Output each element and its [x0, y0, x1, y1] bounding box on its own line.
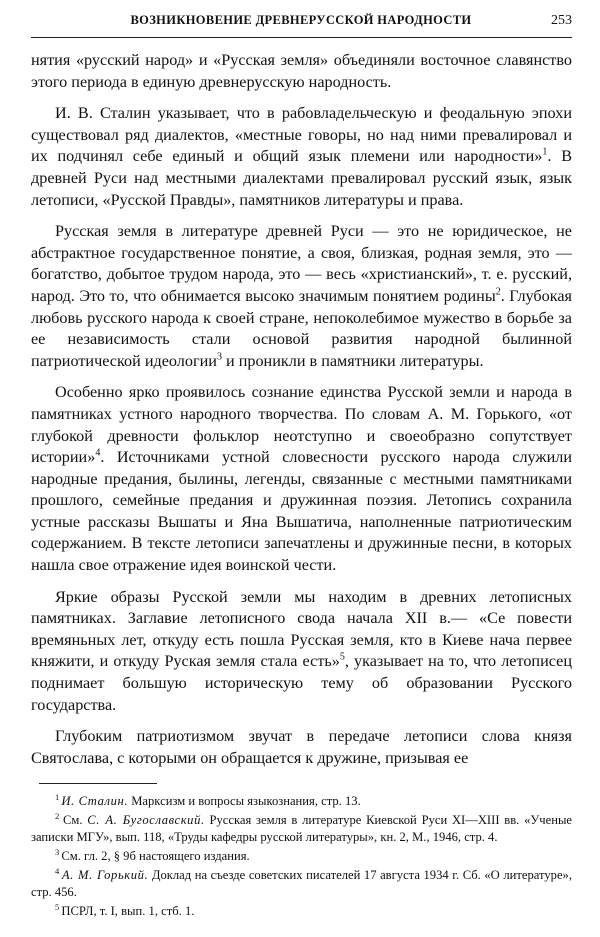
footnote-number: 4: [55, 866, 62, 877]
footnote-author: А. М. Горький.: [61, 868, 149, 883]
footnotes: [31, 793, 572, 920]
header-rule: [31, 37, 572, 38]
footnote-author: И. Сталин.: [61, 794, 129, 809]
book-page: [31, 13, 572, 925]
footnote-ref[interactable]: 2: [495, 286, 501, 298]
paragraph: [31, 587, 572, 717]
footnote: [31, 903, 572, 920]
footnote-number: 2: [55, 811, 63, 822]
text-run: Русская земля в литературе древней Руси — это не юридическое, не абстрактное государственное понятие, а своя, близкая, родная земля, это — богатство, добытое трудом народа, это — весь «христианский», т. е. русский, народ. Это то, что обнимается высоко значимым понятием родины: [31, 222, 572, 305]
text-run: И. В. Сталин указывает, что в рабовладельческую и феодальную эпохи существовал ряд диалектов, «местные говоры, но над ними превалировал и их подчинял себе единый и общий язык племени или народности»: [31, 104, 572, 166]
text-run: . Источниками устной словесности русского народа служили народные предания, былины, легенды, связанные с местными памятниками прошлого, семейные предания и дружинная поэзия. Летопись сохранила устные рассказы Вышаты и Яна Вышатича, наполненные патриотическим содержанием. В тексте летописи запечатлены и дружинные песни, в которых нашла свое отражение идея воинской чести.: [31, 448, 572, 575]
text-run: Глубоким патриотизмом звучат в передаче летописи слова князя Святослава, с которыми он обращается к дружине, призывая ее: [31, 727, 572, 767]
footnote: [31, 867, 572, 901]
paragraph: [31, 50, 572, 93]
paragraph: [31, 726, 572, 769]
footnote-author: С. А. Бугославский.: [87, 813, 205, 828]
running-head: [31, 13, 572, 35]
footnote-text: Марксизм и вопросы языкознания, стр. 13.: [128, 794, 361, 809]
footnote: [31, 793, 572, 810]
text-run: , указывает на то, что летописец поднимает большую историческую тему об образовании Русского государства.: [31, 652, 572, 714]
footnote: [31, 848, 572, 865]
body-text: [31, 50, 572, 769]
page-number: 253: [551, 13, 572, 28]
footnote: [31, 812, 572, 846]
text-run: нятия «русский народ» и «Русская земля» объединяли восточное славянство этого периода в единую древнерусскую народность.: [31, 51, 572, 91]
footnote-number: 1: [55, 792, 62, 803]
footnote-text: См. гл. 2, § 9б настоящего издания.: [61, 849, 250, 864]
text-run: Особенно ярко проявилось сознание единства Русской земли и народа в памятниках устного народного творчества. По словам А. М. Горького, «от глубокой древности фольклор неотступно и своеобразно сопутствует истории»: [31, 383, 572, 467]
footnote-number: 3: [55, 847, 62, 858]
footnote-ref[interactable]: 5: [339, 652, 345, 664]
footnote-prefix: См.: [63, 813, 88, 828]
text-run: . Глубокая любовь русского народа к своей стране, непоколебимое мужество в борьбе за ее независимость стали основой развития народной былинной патриотической идеологии: [31, 286, 572, 370]
paragraph: [31, 221, 572, 372]
footnote-ref[interactable]: 4: [95, 447, 101, 459]
footnote-text: Доклад на съезде советских писателей 17 августа 1934 г. Сб. «О литературе», стр. 456.: [31, 868, 573, 900]
footnote-text: Русская земля в литературе Киевской Руси XI—XIII вв. «Ученые записки МГУ», вып. 118, «Труды кафедры русской литературы», кн. 2, М., 1946, стр. 4.: [31, 813, 573, 845]
footnote-ref[interactable]: 3: [216, 351, 222, 363]
paragraph: [31, 382, 572, 576]
text-run: . В древней Руси над местными диалектами превалировал русский язык, язык летописи, «Русской Правды», памятников литературы и права.: [31, 147, 572, 209]
footnote-rule: [39, 783, 157, 784]
text-run: Яркие образы Русской земли мы находим в древних летописных памятниках. Заглавие летописного свода начала XII в.— «Се повести времяньных лет, откуду есть пошла Русская земля, кто в Киеве нача первее княжити, и откуду Руская земля стала есть»: [31, 587, 572, 671]
running-title: ВОЗНИКНОВЕНИЕ ДРЕВНЕРУССКОЙ НАРОДНОСТИ: [130, 13, 472, 27]
paragraph: [31, 103, 572, 211]
text-run: и проникли в памятники литературы.: [221, 351, 484, 370]
footnote-number: 5: [55, 902, 62, 913]
footnote-ref[interactable]: 1: [542, 146, 548, 158]
footnote-text: ПСРЛ, т. I, вып. 1, стб. 1.: [61, 904, 195, 919]
